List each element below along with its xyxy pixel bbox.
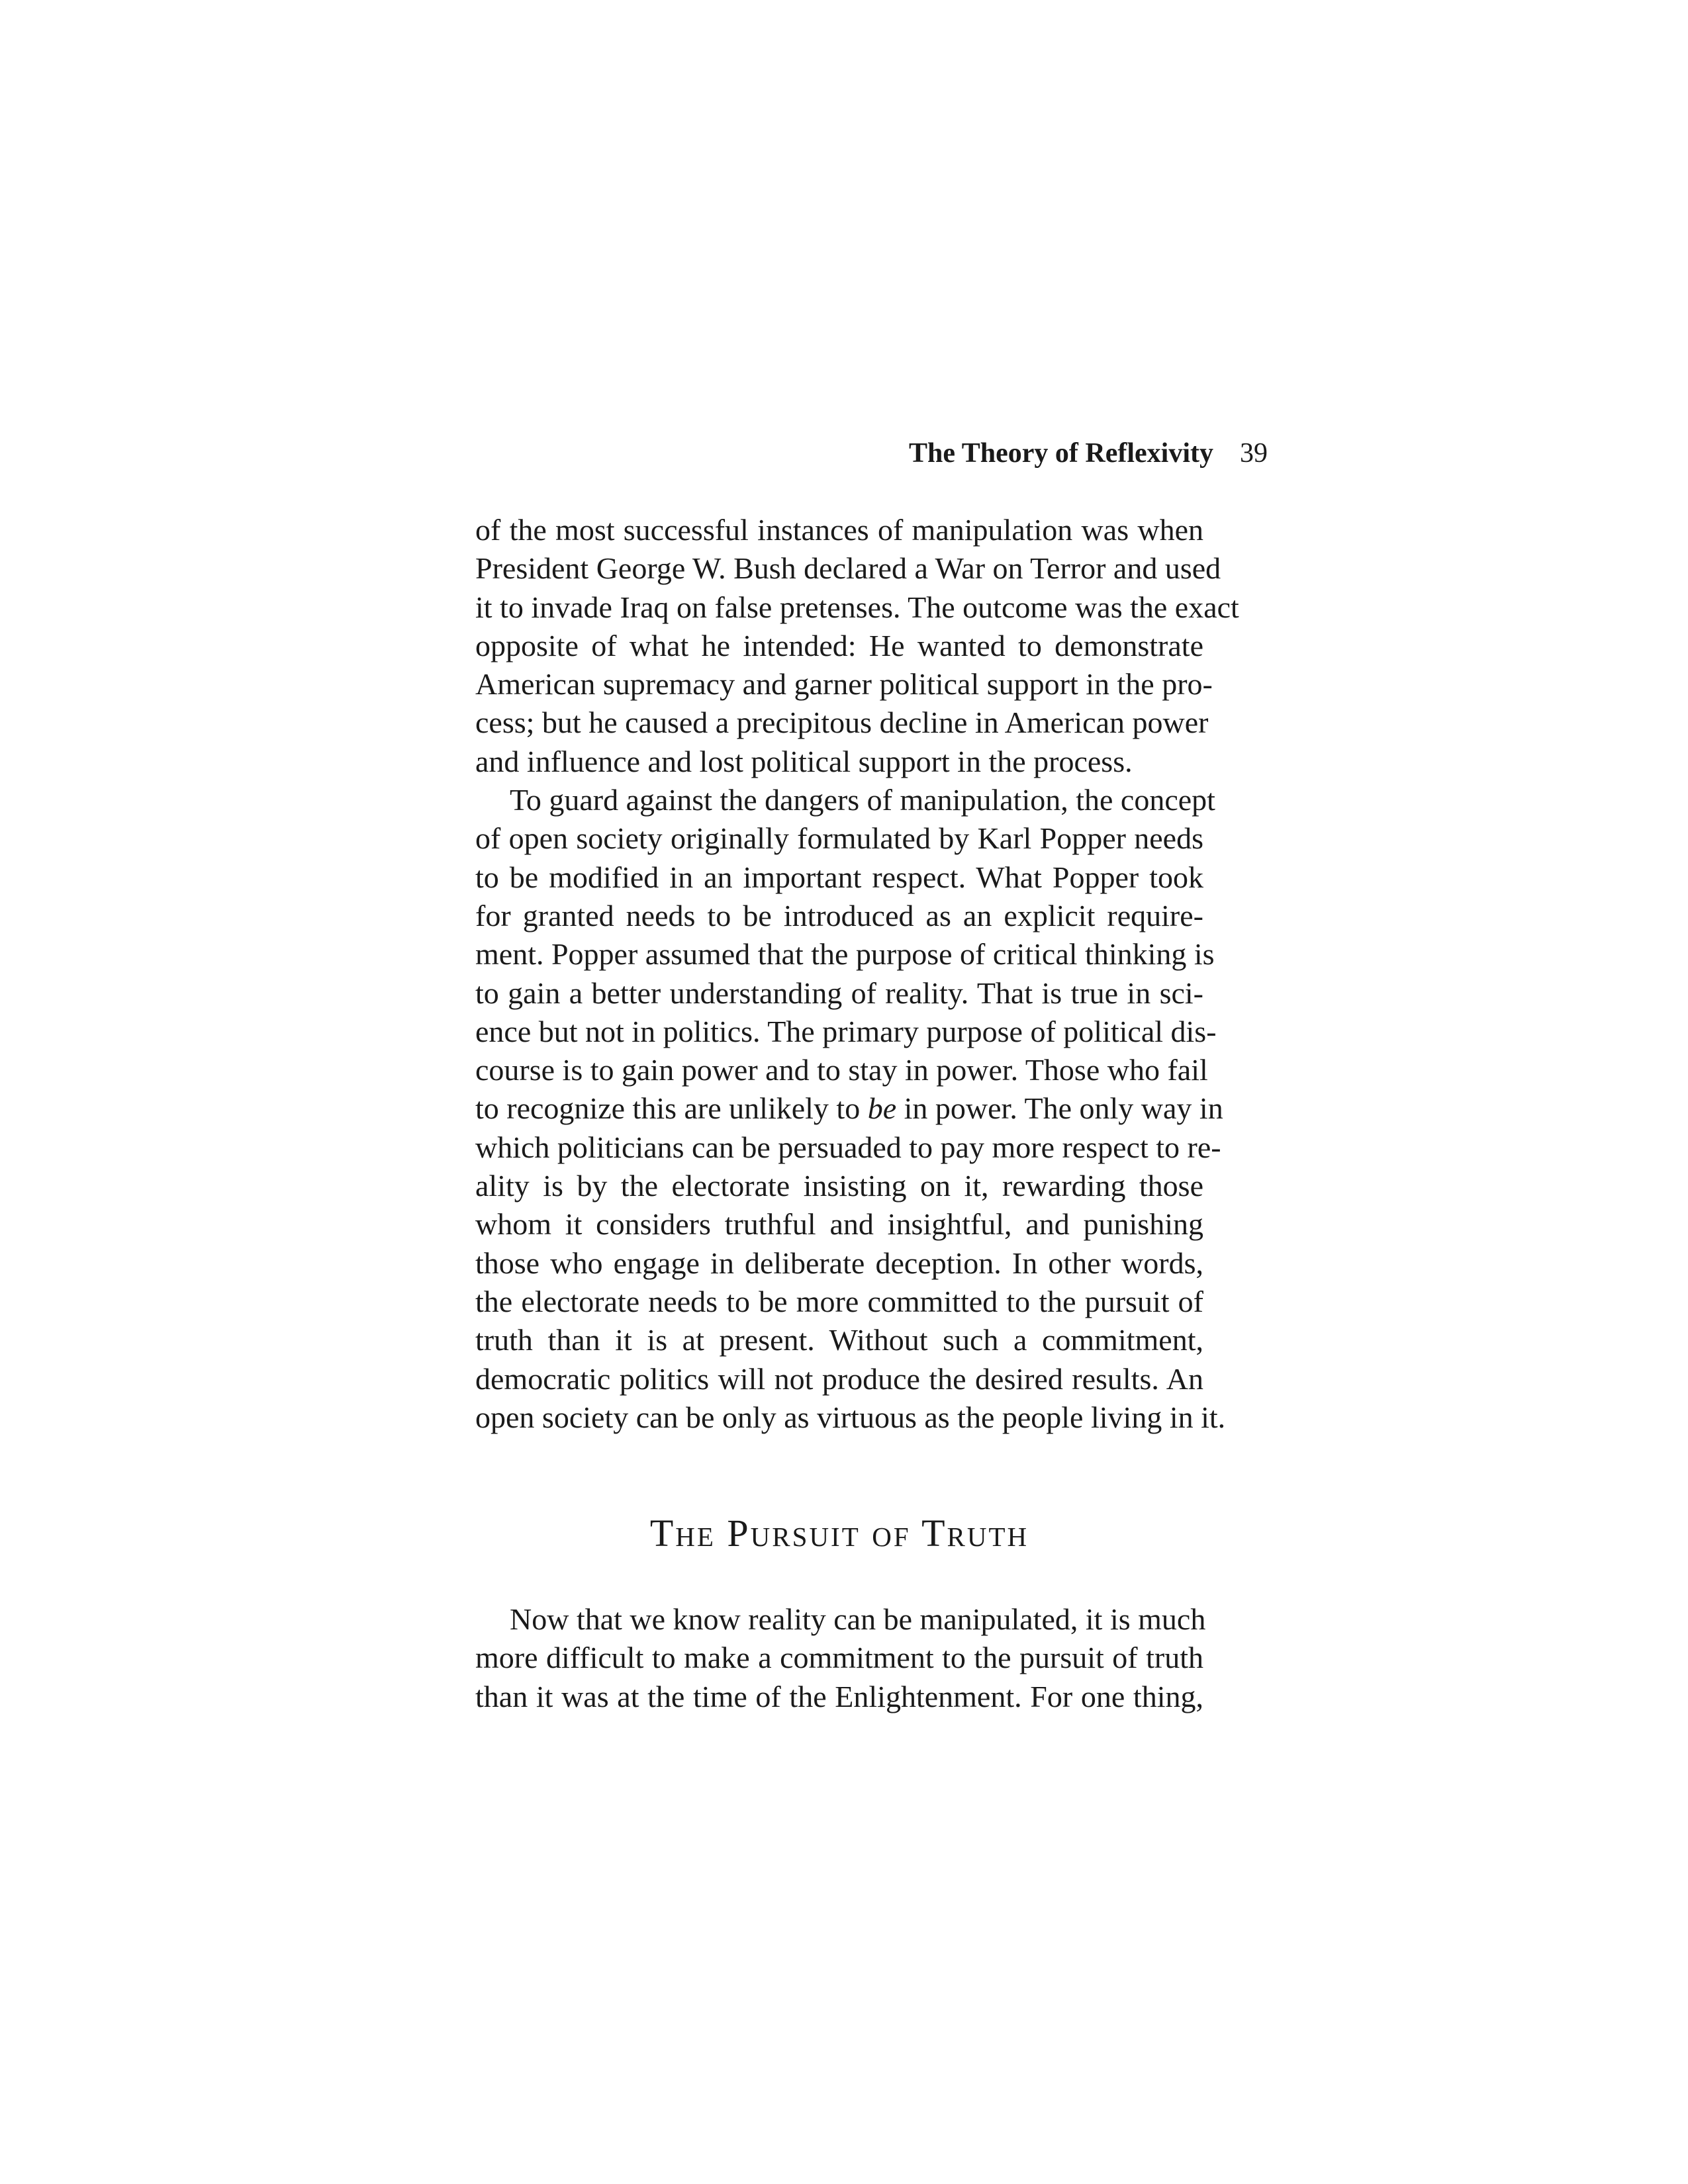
italic-emphasis: be	[867, 1091, 897, 1126]
text-line: those who engage in deliberate deception. In other words,	[475, 1246, 1203, 1280]
text-line: whom it considers truthful and insightful, and punishing	[475, 1207, 1203, 1242]
body-text	[475, 511, 1239, 1437]
section-body-text	[475, 1600, 1206, 1716]
text-line: Now that we know reality can be manipulated, it is much	[510, 1602, 1206, 1636]
text-line: of open society originally formulated by Karl Popper needs	[475, 821, 1203, 856]
text-segment: to recognize this are unlikely to	[475, 1091, 868, 1126]
text-line: democratic politics will not produce the desired results. An	[475, 1361, 1203, 1396]
text-line: the electorate needs to be more committed to the pursuit of	[475, 1284, 1203, 1318]
text-line: for granted needs to be introduced as an explicit require-	[475, 898, 1203, 933]
text-segment: in power. The only way in	[896, 1091, 1223, 1126]
text-line: opposite of what he intended: He wanted to demonstrate	[475, 628, 1203, 662]
text-line: To guard against the dangers of manipulation, the concept	[510, 783, 1215, 817]
section-heading: The Pursuit of Truth	[649, 1512, 1029, 1555]
paragraph-1	[475, 511, 1239, 781]
text-line: open society can be only as virtuous as the people living in it.	[475, 1400, 1226, 1434]
text-line: truth than it is at present. Without such a commitment,	[475, 1323, 1203, 1357]
page-number: 39	[1240, 438, 1268, 469]
text-line-with-italic	[475, 1089, 1223, 1128]
text-line: ality is by the electorate insisting on it, rewarding those	[475, 1169, 1203, 1203]
text-line: than it was at the time of the Enlightenment. For one thing,	[475, 1679, 1203, 1713]
running-head-title: The Theory of Reflexivity	[909, 438, 1213, 469]
text-line: course is to gain power and to stay in power. Those who fail	[475, 1053, 1208, 1087]
text-line: which politicians can be persuaded to pay more respect to re-	[475, 1130, 1221, 1164]
text-line: to gain a better understanding of reality. That is true in sci-	[475, 976, 1203, 1010]
paragraph-2	[475, 781, 1226, 1437]
text-line: American supremacy and garner political support in the pro-	[475, 667, 1213, 702]
running-head	[662, 433, 1268, 473]
text-line: to be modified in an important respect. What Popper took	[475, 860, 1203, 894]
text-line: President George W. Bush declared a War on Terror and used	[475, 551, 1221, 586]
text-line: of the most successful instances of manipulation was when	[475, 513, 1203, 547]
text-line: and influence and lost political support in the process.	[475, 744, 1133, 778]
text-line: ment. Popper assumed that the purpose of critical thinking is	[475, 937, 1215, 972]
text-line: more difficult to make a commitment to the pursuit of truth	[475, 1641, 1203, 1675]
text-line: it to invade Iraq on false pretenses. The outcome was the exact	[475, 590, 1239, 624]
text-line: ence but not in politics. The primary purpose of political dis-	[475, 1014, 1217, 1048]
text-line: cess; but he caused a precipitous decline in American power	[475, 705, 1209, 740]
paragraph-3	[475, 1600, 1206, 1716]
